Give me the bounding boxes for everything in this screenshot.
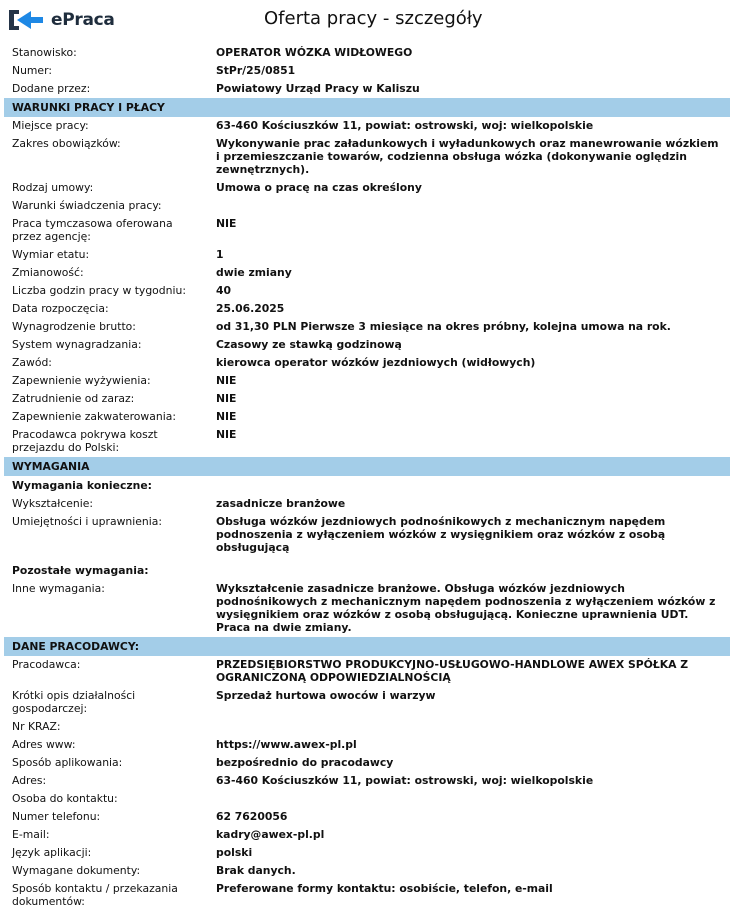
detail-row	[4, 844, 730, 862]
row-value: Preferowane formy kontaktu: osobiście, telefon, e-mail	[216, 882, 553, 895]
row-value: Obsługa wózków jezdniowych podnośnikowych z mechanicznym napędem podnoszenia z wyłączeniem wózków z wysięgnikiem oraz wózków z osobą obsługującą	[216, 515, 666, 554]
row-label: Zapewnienie wyżywienia:	[12, 374, 151, 387]
row-label: E-mail:	[12, 828, 50, 841]
detail-row	[4, 318, 730, 336]
email-link[interactable]: kadry@awex-pl.pl	[216, 828, 325, 841]
subsection-title: Wymagania konieczne:	[12, 479, 152, 492]
detail-row	[4, 408, 730, 426]
row-label: Wymagane dokumenty:	[12, 864, 141, 877]
detail-row	[4, 282, 730, 300]
detail-row	[4, 862, 730, 880]
row-value: Czasowy ze stawką godzinową	[216, 338, 402, 351]
row-label: Stanowisko:	[12, 46, 77, 59]
row-value: 25.06.2025	[216, 302, 285, 315]
detail-row	[4, 790, 730, 808]
detail-row	[4, 264, 730, 282]
row-value: NIE	[216, 392, 237, 405]
row-label: Wykształcenie:	[12, 497, 94, 510]
detail-row	[4, 426, 730, 457]
row-value: OPERATOR WÓZKA WIDŁOWEGO	[216, 46, 413, 59]
detail-row	[4, 44, 730, 62]
page-header	[0, 0, 730, 40]
row-label: Zmianowość:	[12, 266, 84, 279]
detail-row	[4, 300, 730, 318]
subsection-konieczne	[4, 476, 730, 495]
detail-row	[4, 880, 730, 911]
row-label: Zatrudnienie od zaraz:	[12, 392, 135, 405]
row-value: 1	[216, 248, 224, 261]
row-label: Numer telefonu:	[12, 810, 101, 823]
section-title: WARUNKI PRACY I PŁACY	[4, 98, 730, 117]
row-label: Inne wymagania:	[12, 582, 105, 595]
detail-row	[4, 754, 730, 772]
detail-row	[4, 246, 730, 264]
row-value: bezpośrednio do pracodawcy	[216, 756, 394, 769]
row-label: Praca tymczasowa oferowana przez agencję:	[12, 217, 173, 243]
detail-row	[4, 336, 730, 354]
epraca-logo[interactable]	[7, 7, 117, 33]
detail-row	[4, 687, 730, 718]
detail-row	[4, 62, 730, 80]
section-title: DANE PRACODAWCY:	[4, 637, 730, 656]
row-value	[204, 718, 730, 736]
row-value: 63-460 Kościuszków 11, powiat: ostrowski, woj: wielkopolskie	[216, 774, 594, 787]
section-header-warunki	[4, 98, 730, 117]
section-header-pracodawca	[4, 637, 730, 656]
row-value: StPr/25/0851	[216, 64, 296, 77]
row-value: od 31,30 PLN Pierwsze 3 miesiące na okres próbny, kolejna umowa na rok.	[216, 320, 671, 333]
detail-row	[4, 135, 730, 179]
detail-row	[4, 390, 730, 408]
row-value: PRZEDSIĘBIORSTWO PRODUKCYJNO-USŁUGOWO-HANDLOWE AWEX SPÓŁKA Z OGRANICZONĄ ODPOWIEDZIALNOŚCIĄ	[216, 658, 689, 684]
detail-row	[4, 580, 730, 637]
row-value: Sprzedaż hurtowa owoców i warzyw	[216, 689, 436, 702]
detail-row	[4, 354, 730, 372]
row-label: Język aplikacji:	[12, 846, 92, 859]
row-label: Sposób kontaktu / przekazania dokumentów:	[12, 882, 178, 908]
logo-text: ePraca	[51, 10, 115, 30]
row-label: Numer:	[12, 64, 52, 77]
row-label: Data rozpoczęcia:	[12, 302, 109, 315]
detail-row	[4, 513, 730, 557]
row-label: System wynagradzania:	[12, 338, 142, 351]
row-label: Adres:	[12, 774, 47, 787]
row-value: Wykształcenie zasadnicze branżowe. Obsługa wózków jezdniowych podnośnikowych z mechanicznym napędem podnoszenia z wyłączeniem wózków z wysięgnikiem oraz wózków z osobą obsługującą. Konieczne uprawnienia UDT. Praca na dwie zmiany.	[216, 582, 716, 634]
row-label: Zawód:	[12, 356, 52, 369]
row-value: 63-460 Kościuszków 11, powiat: ostrowski, woj: wielkopolskie	[216, 119, 594, 132]
detail-row	[4, 656, 730, 687]
row-value: dwie zmiany	[216, 266, 292, 279]
detail-row	[4, 808, 730, 826]
row-label: Sposób aplikowania:	[12, 756, 123, 769]
detail-row	[4, 495, 730, 513]
detail-row	[4, 179, 730, 197]
detail-row	[4, 215, 730, 246]
detail-row	[4, 117, 730, 135]
row-value: zasadnicze branżowe	[216, 497, 346, 510]
detail-row	[4, 826, 730, 844]
row-label: Warunki świadczenia pracy:	[12, 199, 162, 212]
row-value: NIE	[216, 428, 237, 441]
epraca-logo-icon	[7, 8, 45, 32]
row-value: Umowa o pracę na czas określony	[216, 181, 422, 194]
row-value: Wykonywanie prac załadunkowych i wyładunkowych oraz manewrowanie wózkiem i przemieszczanie towarów, codzienna obsługa wózka (dokonywanie oględzin zewnętrznych).	[216, 137, 719, 176]
row-label: Nr KRAZ:	[12, 720, 61, 733]
offer-details	[0, 44, 730, 911]
row-label: Wynagrodzenie brutto:	[12, 320, 136, 333]
row-label: Rodzaj umowy:	[12, 181, 94, 194]
offer-table	[4, 44, 730, 911]
row-value: NIE	[216, 217, 237, 230]
row-value: polski	[216, 846, 253, 859]
row-value: Powiatowy Urząd Pracy w Kaliszu	[216, 82, 420, 95]
row-value	[204, 790, 730, 808]
website-link[interactable]: https://www.awex-pl.pl	[216, 738, 357, 751]
row-label: Dodane przez:	[12, 82, 91, 95]
row-value: Brak danych.	[216, 864, 296, 877]
phone-value[interactable]: 62 7620056	[216, 810, 288, 823]
row-label: Umiejętności i uprawnienia:	[12, 515, 162, 528]
detail-row	[4, 372, 730, 390]
row-label: Krótki opis działalności gospodarczej:	[12, 689, 136, 715]
row-value: NIE	[216, 410, 237, 423]
row-label: Pracodawca:	[12, 658, 81, 671]
row-value	[204, 197, 730, 215]
detail-row	[4, 80, 730, 98]
row-value: NIE	[216, 374, 237, 387]
detail-row	[4, 772, 730, 790]
row-label: Adres www:	[12, 738, 76, 751]
row-label: Pracodawca pokrywa koszt przejazdu do Polski:	[12, 428, 158, 454]
page-title: Oferta pracy - szczegóły	[264, 8, 483, 29]
row-value: 40	[216, 284, 232, 297]
row-label: Wymiar etatu:	[12, 248, 90, 261]
subsection-title: Pozostałe wymagania:	[12, 564, 149, 577]
row-label: Zakres obowiązków:	[12, 137, 121, 150]
row-value: kierowca operator wózków jezdniowych (widłowych)	[216, 356, 536, 369]
section-header-wymagania	[4, 457, 730, 476]
detail-row	[4, 736, 730, 754]
section-title: WYMAGANIA	[4, 457, 730, 476]
subsection-pozostale	[4, 561, 730, 580]
detail-row	[4, 718, 730, 736]
row-label: Osoba do kontaktu:	[12, 792, 118, 805]
row-label: Zapewnienie zakwaterowania:	[12, 410, 176, 423]
row-label: Liczba godzin pracy w tygodniu:	[12, 284, 186, 297]
row-label: Miejsce pracy:	[12, 119, 89, 132]
detail-row	[4, 197, 730, 215]
